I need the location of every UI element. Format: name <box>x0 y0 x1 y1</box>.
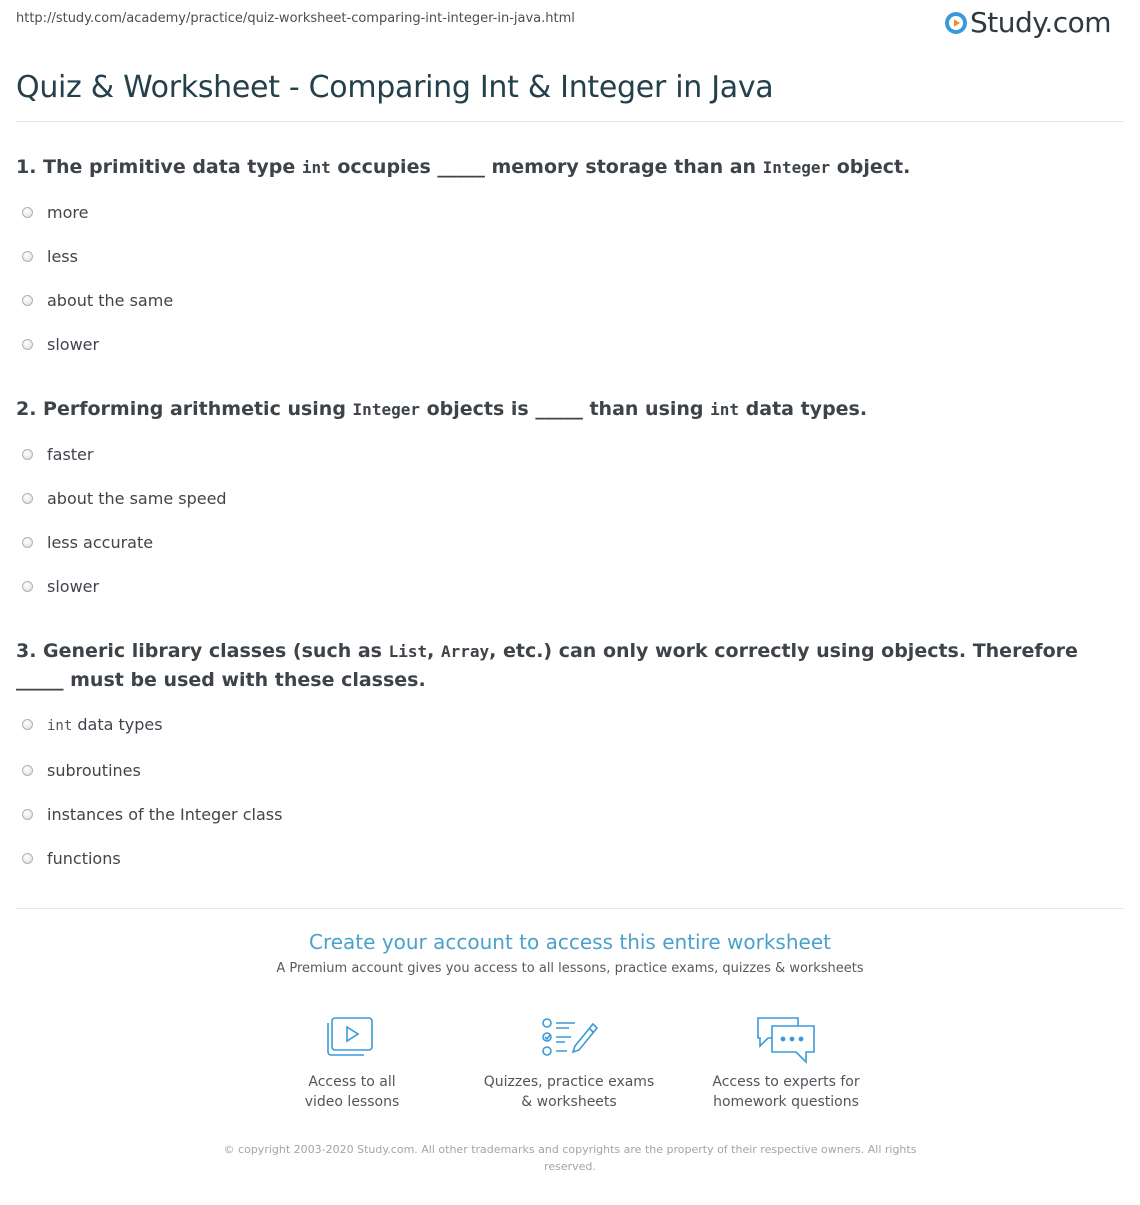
question-text-part: objects is _____ than using <box>419 398 711 420</box>
question-text-part: , <box>427 640 441 662</box>
option-label <box>47 715 163 734</box>
question-2-option-4[interactable] <box>22 574 99 598</box>
question-text-part: 3. Generic library classes (such as <box>16 640 389 662</box>
quiz-checklist-icon <box>539 1014 599 1060</box>
page-title: Quiz & Worksheet - Comparing Int & Integer in Java <box>16 70 774 105</box>
code-term: int <box>47 717 73 734</box>
code-term: Integer <box>762 158 831 177</box>
question-1-text <box>16 153 1110 182</box>
page-url: http://study.com/academy/practice/quiz-worksheet-comparing-int-integer-in-java.html <box>16 11 575 26</box>
radio-button[interactable] <box>22 581 33 592</box>
feature-label-line: homework questions <box>713 1094 859 1110</box>
radio-button[interactable] <box>22 339 33 350</box>
feature-experts <box>676 1014 896 1112</box>
feature-label-line: video lessons <box>304 1094 400 1110</box>
question-1-option-3[interactable] <box>22 288 173 312</box>
option-label: about the same <box>47 290 174 310</box>
question-3-text <box>16 637 1110 695</box>
option-label: faster <box>47 444 94 464</box>
code-term: Array <box>440 642 490 661</box>
question-1-option-2[interactable] <box>22 244 78 268</box>
question-3-option-3[interactable] <box>22 802 282 826</box>
radio-button[interactable] <box>22 493 33 504</box>
section-divider <box>16 908 1124 909</box>
feature-label-line: Access to all <box>308 1074 396 1090</box>
question-text-part: data types. <box>739 398 868 420</box>
title-divider <box>16 121 1124 122</box>
play-circle-icon <box>944 11 968 35</box>
radio-button[interactable] <box>22 449 33 460</box>
question-1-option-4[interactable] <box>22 332 99 356</box>
question-text-part: 1. The primitive data type <box>16 156 302 178</box>
question-2-text <box>16 395 1110 424</box>
option-label: functions <box>47 848 121 868</box>
question-text-part: occupies _____ memory storage than an <box>330 156 763 178</box>
video-lesson-icon <box>324 1014 380 1060</box>
option-label: slower <box>47 576 100 596</box>
question-3-option-4[interactable] <box>22 846 121 870</box>
radio-button[interactable] <box>22 537 33 548</box>
feature-label-line: Access to experts for <box>712 1074 860 1090</box>
question-text-part: 2. Performing arithmetic using <box>16 398 353 420</box>
question-text-part: object. <box>830 156 911 178</box>
cta-subtitle: A Premium account gives you access to all lessons, practice exams, quizzes & worksheets <box>276 961 864 976</box>
option-label: more <box>47 202 89 222</box>
question-2-option-2[interactable] <box>22 486 227 510</box>
radio-button[interactable] <box>22 251 33 262</box>
code-term: int <box>710 400 740 419</box>
radio-button[interactable] <box>22 295 33 306</box>
question-text-part: , etc.) can only work correctly using objects. Therefore _____ must be used with these classes. <box>16 640 1078 691</box>
feature-label-line: Quizzes, practice exams <box>483 1074 655 1090</box>
code-term: int <box>301 158 331 177</box>
question-2-option-3[interactable] <box>22 530 153 554</box>
option-label: instances of the Integer class <box>47 804 283 824</box>
radio-button[interactable] <box>22 719 33 730</box>
question-3-option-1[interactable] <box>22 712 163 736</box>
study-logo[interactable] <box>944 6 1111 39</box>
radio-button[interactable] <box>22 853 33 864</box>
copyright-notice: © copyright 2003-2020 Study.com. All other trademarks and copyrights are the property of their respective owners. All rights reserved. <box>223 1143 917 1173</box>
logo-text: Study.com <box>970 6 1112 39</box>
code-term: Integer <box>352 400 420 419</box>
option-label: subroutines <box>47 760 141 780</box>
option-label: slower <box>47 334 100 354</box>
question-1-option-1[interactable] <box>22 200 88 224</box>
radio-button[interactable] <box>22 765 33 776</box>
radio-button[interactable] <box>22 207 33 218</box>
radio-button[interactable] <box>22 809 33 820</box>
option-label: less <box>47 246 78 266</box>
option-label: about the same speed <box>47 488 227 508</box>
question-2-option-1[interactable] <box>22 442 93 466</box>
feature-video-lessons <box>242 1014 462 1112</box>
feature-label-line: & worksheets <box>521 1094 617 1110</box>
option-label: less accurate <box>47 532 154 552</box>
cta-title-link[interactable]: Create your account to access this entire worksheet <box>309 930 831 954</box>
chat-bubbles-icon <box>754 1014 818 1066</box>
option-label-text: data types <box>72 714 163 734</box>
feature-quizzes <box>459 1014 679 1112</box>
code-term: List <box>388 642 428 661</box>
question-3-option-2[interactable] <box>22 758 141 782</box>
